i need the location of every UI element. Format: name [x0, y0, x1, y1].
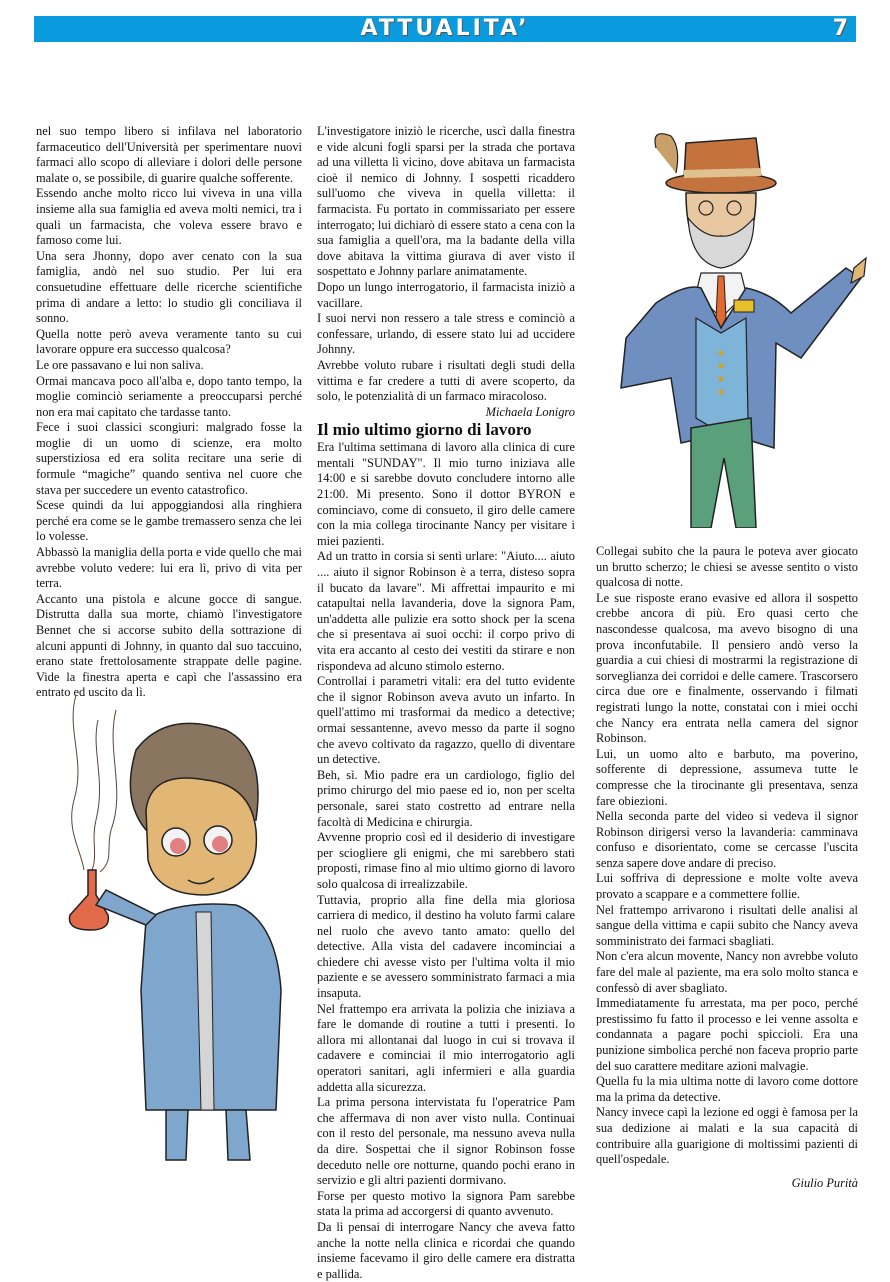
paragraph: Lui, un uomo alto e barbuto, ma poverino, sofferente di depressione, assumeva tutte le compresse che la tirocinante gli presentava, senza fare obiezioni.: [596, 746, 858, 808]
article-column-2: [317, 124, 575, 1282]
paragraph: Le ore passavano e lui non saliva.: [36, 357, 204, 372]
paragraph: Abbassò la maniglia della porta e vide quello che mai avrebbe voluto vedere: lui era lì, privo di vita per terra.: [36, 545, 302, 591]
paragraph: Nel frattempo era arrivata la polizia che iniziava a fare le domande di routine a tutti i presenti. Io allora mi allontanai dal luogo in cui si trovava il cadavere e cominciai il mio interrogatorio agli operatori sanitari, agli infermieri e alla guardia addetta alla sicurezza.: [317, 1001, 575, 1094]
paragraph: Nancy invece capì la lezione ed oggi è famosa per la sua dedizione ai malati e la sua capacità di contribuire alla guarigione di moltissimi pazienti di quell'ospedale.: [596, 1105, 858, 1167]
page-number: 7: [832, 16, 848, 41]
paragraph: Nella seconda parte del video si vedeva il signor Robinson dirigersi verso la lavanderia: camminava confuso e disorientato, come se cercasse l'uscita senza sapere dove andare di preciso.: [596, 809, 858, 870]
paragraph: Quella notte però aveva veramente tanto su cui lavorare oppure era successo qualcosa?: [36, 326, 302, 357]
paragraph: Avrebbe voluto rubare i risultati degli studi della vittima e far credere a tutti di avere scoperto, da solo, le potenzialità di un farmaco miracoloso.: [317, 357, 575, 404]
article1-author: Michaela Lonigro: [485, 404, 575, 419]
paragraph: Era l'ultima settimana di lavoro alla clinica di cure mentali "SUNDAY". Il mio turno iniziava alle 14:00 e si sarebbe dovuto concludere intorno alle 21:00. Mi presento. Sono il dottor BYRON e cominciavo, come di consueto, il giro delle camere con la mia collega tirocinante Nancy per visitare i miei pazienti.: [317, 440, 575, 548]
paragraph: Controllai i parametri vitali: era del tutto evidente che il signor Robinson aveva avuto un infarto. In quell'attimo mi trasformai da medico a detective; ormai sessantenne, avevo messo da parte il sogno che avevo coltivato da ragazzo, quello di diventare un detective.: [317, 674, 575, 767]
paragraph: Forse per questo motivo la signora Pam sarebbe stata la prima ad accorgersi di quanto avvenuto.: [317, 1188, 575, 1219]
scientist-drawing: [36, 690, 306, 1185]
paragraph: Ad un tratto in corsia si sentì urlare: "Aiuto.... aiuto .... aiuto il signor Robinson è a terra, disteso sopra il bucato da lavare". Mi affrettai impaurito e mi catapultai nella lavanderia, dove la signora Pam, un'addetta alle pulizie era sotto shock per la scena che si presentava ai suoi occhi: il corpo privo di vita era accanto al cesto dei vestiti da stirare e non rispondeva ad alcuno stimolo esterno.: [317, 549, 575, 673]
paragraph: Tuttavia, proprio alla fine della mia gloriosa carriera di medico, il destino ha voluto farmi calare nel ruolo che avevo tanto amato: quello del detective. Alla vista del cadavere incominciai a chiedere chi avesse visto per l'ultima volta il mio paziente e se avessero somministrato farmaci a mia insaputa.: [317, 892, 575, 1001]
paragraph: Dopo un lungo interrogatorio, il farmacista iniziò a vacillare.: [317, 279, 575, 310]
scientist-illustration: [36, 690, 306, 1185]
paragraph: Fece i suoi classici scongiuri: malgrado fosse la moglie di un uomo di scienze, era molto superstiziosa ed era solita recitare una serie di formule “magiche” quando sentiva nel cuore che stava per succedere un evento catastrofico.: [36, 420, 302, 497]
paragraph: Lui soffriva di depressione e molte volte aveva provato a scappare e a commettere follie.: [596, 871, 858, 902]
section-header-bar: [34, 16, 856, 42]
section-title: ATTUALITA’: [360, 16, 530, 41]
paragraph: Beh, sì. Mio padre era un cardiologo, figlio del primo chirurgo del mio paese ed io, non per scelta personale, sarei stato costretto ad entrare nella facoltà di Medicina e chirurgia.: [317, 767, 575, 829]
paragraph: Immediatamente fu arrestata, ma per poco, perché prestissimo fu fatto il processo e lei venne assolta e condannata a pagare pochi spiccioli. Era una punizione simbolica perché non faceva proprio parte del suo carattere meditare azioni malvagie.: [596, 996, 858, 1073]
article2-author: Giulio Purità: [791, 1175, 858, 1190]
paragraph: Scese quindi da lui appoggiandosi alla ringhiera perché era come se le gambe tremassero senza che lei lo volesse.: [36, 498, 302, 544]
paragraph: L'investigatore iniziò le ricerche, uscì dalla finestra e vide alcuni fogli sparsi per la strada che portava ad una villetta lì vicino, dove abitava un farmacista cioè il nemico di Johnny. I sospetti ricaddero sull'uomo che viveva in quella villetta: il farmacista. Fu portato in commissariato per essere interrogato; lui dichiarò di essere stato a cena con la sua famiglia a quell'ora, ma la badante della villa dove abitava la vittima giurava di aver visto il sospettato e Johnny parlare animatamente.: [317, 124, 575, 279]
paragraph: Non c'era alcun movente, Nancy non avrebbe voluto fare del male al paziente, ma era solo molto stanca e confessò di aver sbagliato.: [596, 949, 858, 995]
paragraph: Nel frattempo arrivarono i risultati delle analisi al sangue della vittima e capii subito che Nancy aveva somministrato dei farmaci sbagliati.: [596, 902, 858, 948]
paragraph: Quella fu la mia ultima notte di lavoro come dottore ma la prima da detective.: [596, 1074, 858, 1104]
paragraph: Le sue risposte erano evasive ed allora il sospetto crebbe ancora di più. Ero quasi certo che nascondesse qualcosa, ma avevo bisogno di una prova inconfutabile. Il pensiero andò verso la guardia a cui chiesi di mostrarmi la registrazione di sorveglianza dei corridoi e delle camere. Trascorsero circa due ore e finalmente, osservando i filmati registrati lungo la notte, constatai con i miei occhi che Nancy era entrata nella camera del signor Robinson.: [596, 590, 858, 746]
article2-column-3: [596, 544, 858, 1191]
paragraph: Collegai subito che la paura le poteva aver giocato un brutto scherzo; le chiesi se avesse sentito o visto qualcosa di notte.: [596, 544, 858, 590]
paragraph: La prima persona intervistata fu l'operatrice Pam che affermava di non aver visto nulla. Continuai con il resto del personale, ma nessuno aveva nulla da dire. Sospettai che il signor Robinson fosse deceduto nelle ore notturne, quando pochi erano in servizio e gli altri pazienti dormivano.: [317, 1095, 575, 1188]
article1-column-1: [36, 124, 302, 701]
paragraph: Accanto una pistola e alcune gocce di sangue. Distrutta dalla sua morte, chiamò l'investigatore Bennet che si accorse subito della sottrazione di alcuni appunti di Johnny, in quanto dal suo taccuino, erano state frettolosamente strappate delle pagine. Vide la finestra aperta e capì che l'assassino era entrato ed uscito da lì.: [36, 591, 302, 700]
paragraph: Ormai mancava poco all'alba e, dopo tanto tempo, la moglie cominciò seriamente a preoccuparsi perché non era mai capitato che tardasse tanto.: [36, 373, 302, 419]
detective-drawing: [596, 118, 876, 528]
paragraph: Essendo anche molto ricco lui viveva in una villa insieme alla sua famiglia ed aveva molti nemici, tra i quali un farmacista, che voleva essere bravo e famoso come lui.: [36, 186, 302, 248]
paragraph: Da lì pensai di interrogare Nancy che aveva fatto anche la notte nella clinica e ricordai che quando insieme facevamo il giro delle camere era distratta e pallida.: [317, 1219, 575, 1281]
paragraph: I suoi nervi non ressero a tale stress e cominciò a confessare, urlando, di essere stato lui ad uccidere Johnny.: [317, 311, 575, 357]
paragraph: Una sera Jhonny, dopo aver cenato con la sua famiglia, andò nel suo studio. Per lui era consuetudine effettuare delle ricerche scientifiche prima di andare a letto: lo studio gli conciliava il sonno.: [36, 248, 302, 326]
paragraph: nel suo tempo libero si infilava nel laboratorio farmaceutico dell'Università per sperimentare nuovi farmaci allo scopo di alleviare i dolori delle persone malate o, se possibile, di guarire qualche sofferente.: [36, 124, 302, 185]
article2-title: Il mio ultimo giorno di lavoro: [317, 420, 532, 440]
detective-illustration: [596, 118, 876, 528]
paragraph: Avvenne proprio così ed il desiderio di investigare per sciogliere gli enigmi, che mi sarebbero stati proposti, rimase fino al mio ultimo giorno di lavoro solo qualcosa di irrealizzabile.: [317, 830, 575, 891]
